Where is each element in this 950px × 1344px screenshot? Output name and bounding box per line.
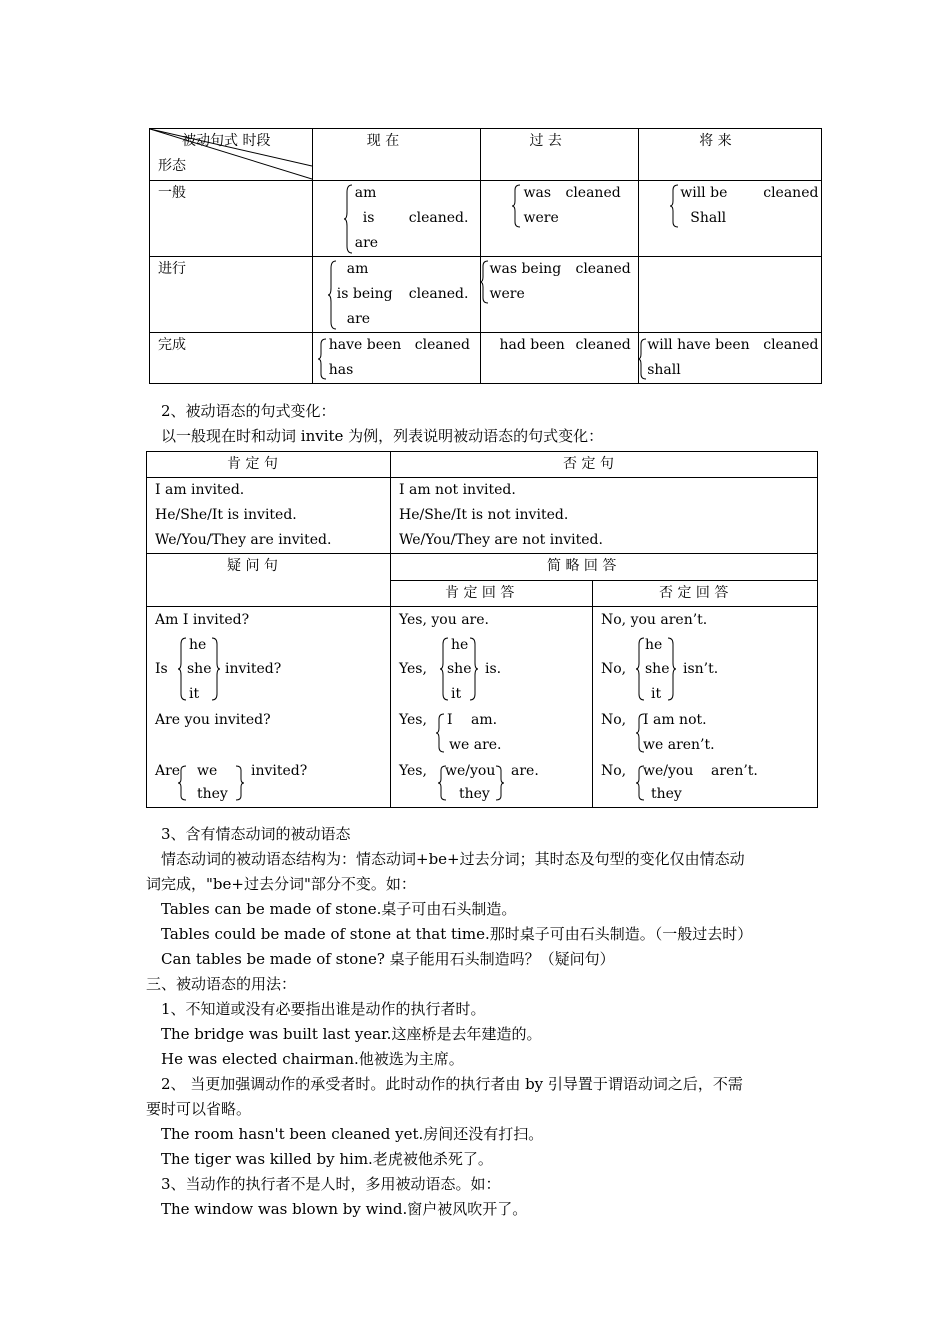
pronoun: it bbox=[451, 686, 462, 702]
brace-right-icon bbox=[495, 765, 505, 801]
row-label: 一般 bbox=[158, 185, 186, 201]
aux: was being bbox=[489, 261, 562, 277]
yes-pre: Yes, bbox=[399, 661, 427, 677]
progressive-present bbox=[312, 257, 481, 333]
negative-sentence: I am not invited. bbox=[399, 482, 516, 498]
example: The room hasn't been cleaned yet.房间还没有打扫。 bbox=[161, 1125, 544, 1143]
header-past bbox=[481, 129, 639, 181]
aux: are bbox=[354, 235, 379, 251]
pronoun: we/you bbox=[643, 763, 694, 779]
example: He was elected chairman.他被选为主席。 bbox=[161, 1050, 464, 1068]
verb: cleaned bbox=[414, 337, 470, 353]
yes-answer: Yes, you are. bbox=[399, 612, 489, 628]
verb: cleaned bbox=[575, 337, 631, 353]
paragraph: 要时可以省略。 bbox=[146, 1100, 252, 1118]
negative-sentence: We/You/They are not invited. bbox=[399, 532, 603, 548]
aux: will have been bbox=[647, 337, 750, 353]
brace-icon bbox=[177, 765, 187, 801]
short-answer-header-label: 简 略 回 答 bbox=[547, 558, 617, 574]
section-2-intro: 以一般现在时和动词 invite 为例，列表说明被动语态的句式变化： bbox=[161, 427, 604, 445]
pronoun: he bbox=[451, 637, 469, 653]
aux: were bbox=[523, 210, 559, 226]
no-answer: No, you aren’t. bbox=[601, 612, 708, 628]
pronoun: we aren’t. bbox=[643, 737, 715, 753]
brace-icon bbox=[327, 260, 337, 330]
yes-pre: Yes, bbox=[399, 712, 427, 728]
short-yes-cell bbox=[391, 607, 593, 808]
pronoun: I am not. bbox=[643, 712, 707, 728]
aux: has bbox=[328, 362, 354, 378]
brace-icon bbox=[343, 184, 353, 254]
section-2-title: 2、被动语态的句式变化： bbox=[161, 402, 336, 420]
simple-future bbox=[639, 181, 822, 257]
yes-post: are. bbox=[511, 763, 539, 779]
question: Am I invited? bbox=[155, 612, 250, 628]
section-heading: 三、被动语态的用法： bbox=[146, 975, 297, 993]
brace-icon bbox=[317, 338, 327, 380]
corner-top-label: 被动句式 时段 bbox=[182, 133, 271, 149]
aux: am bbox=[346, 261, 369, 277]
verb: cleaned. bbox=[408, 210, 469, 226]
pronoun: we bbox=[197, 763, 218, 779]
tense-table bbox=[149, 128, 822, 384]
simple-present bbox=[312, 181, 481, 257]
paragraph: 3、当动作的执行者不是人时，多用被动语态。如： bbox=[161, 1175, 501, 1193]
pronoun: he bbox=[645, 637, 663, 653]
negative-header bbox=[391, 452, 818, 478]
aux: am bbox=[354, 185, 377, 201]
question-post: invited? bbox=[251, 763, 308, 779]
progressive-future bbox=[639, 257, 822, 333]
pronoun: they bbox=[651, 786, 682, 802]
aux: were bbox=[489, 286, 525, 302]
affirmative-sentence: We/You/They are invited. bbox=[155, 532, 332, 548]
aux: are bbox=[346, 311, 371, 327]
question-pre: Are bbox=[155, 763, 181, 779]
brace-icon bbox=[511, 184, 521, 228]
short-no-header bbox=[593, 581, 818, 607]
pronoun: they bbox=[197, 786, 228, 802]
pronoun: it bbox=[651, 686, 662, 702]
affirmative-header bbox=[147, 452, 391, 478]
pronoun: she bbox=[645, 661, 670, 677]
verb: cleaned bbox=[565, 185, 621, 201]
paragraph: 2、 当更加强调动作的承受者时。此时动作的执行者由 by 引导置于谓语动词之后，不需 bbox=[161, 1075, 743, 1093]
brace-icon bbox=[177, 637, 187, 701]
question: Are you invited? bbox=[155, 712, 271, 728]
example: The window was blown by wind.窗户被风吹开了。 bbox=[161, 1200, 528, 1218]
example: The bridge was built last year.这座桥是去年建造的。 bbox=[161, 1025, 542, 1043]
affirmative-header-label: 肯 定 句 bbox=[227, 456, 278, 472]
perfect-future bbox=[639, 333, 822, 384]
header-future-label: 将 来 bbox=[699, 133, 732, 149]
row-label: 进行 bbox=[158, 261, 186, 277]
affirmative-sentence: He/She/It is invited. bbox=[155, 507, 297, 523]
aux: is bbox=[362, 210, 375, 226]
example: Tables could be made of stone at that time.那时桌子可由石头制造。（一般过去时） bbox=[161, 925, 753, 943]
short-yes-header-label: 肯 定 回 答 bbox=[445, 585, 515, 601]
row-label-progressive bbox=[150, 257, 313, 333]
header-future bbox=[639, 129, 822, 181]
verb: cleaned bbox=[763, 185, 819, 201]
aux: was bbox=[523, 185, 551, 201]
negative-header-label: 否 定 句 bbox=[563, 456, 614, 472]
pronoun: it bbox=[189, 686, 200, 702]
corner-cell bbox=[150, 129, 313, 181]
negative-sentence: He/She/It is not invited. bbox=[399, 507, 569, 523]
brace-icon bbox=[635, 637, 645, 701]
question-pre: Is bbox=[155, 661, 168, 677]
short-yes-header bbox=[391, 581, 593, 607]
question-post: invited? bbox=[225, 661, 282, 677]
brace-right-icon bbox=[469, 637, 479, 701]
header-present-label: 现 在 bbox=[366, 133, 400, 149]
pronoun: she bbox=[447, 661, 472, 677]
header-present bbox=[312, 129, 481, 181]
brace-right-icon bbox=[211, 637, 221, 701]
pronoun: we/you bbox=[445, 763, 496, 779]
no-pre: No, bbox=[601, 763, 627, 779]
affirmative-sentence: I am invited. bbox=[155, 482, 245, 498]
brace-right-icon bbox=[667, 637, 677, 701]
yes-post: am. bbox=[471, 712, 498, 728]
row-label-perfect bbox=[150, 333, 313, 384]
simple-past bbox=[481, 181, 639, 257]
brace-icon bbox=[435, 713, 445, 753]
paragraph: 情态动词的被动语态结构为：情态动词+be+过去分词；其时态及句型的变化仅由情态动 bbox=[161, 850, 745, 868]
no-post: isn’t. bbox=[683, 661, 719, 677]
questions-cell bbox=[147, 607, 391, 808]
sentence-forms-table bbox=[146, 451, 818, 808]
yes-post: is. bbox=[485, 661, 502, 677]
pronoun: we are. bbox=[449, 737, 502, 753]
aux: shall bbox=[647, 362, 681, 378]
negative-cell bbox=[391, 478, 818, 554]
pronoun: she bbox=[187, 661, 212, 677]
no-post: aren’t. bbox=[711, 763, 758, 779]
pronoun: I bbox=[447, 712, 453, 728]
example: The tiger was killed by him.老虎被他杀死了。 bbox=[161, 1150, 493, 1168]
paragraph: 1、不知道或没有必要指出谁是动作的执行者时。 bbox=[161, 1000, 486, 1018]
perfect-past bbox=[481, 333, 639, 384]
aux: Shall bbox=[690, 210, 727, 226]
progressive-past bbox=[481, 257, 639, 333]
affirmative-cell bbox=[147, 478, 391, 554]
aux: will be bbox=[680, 185, 728, 201]
pronoun: they bbox=[459, 786, 490, 802]
no-pre: No, bbox=[601, 661, 627, 677]
question-header bbox=[147, 554, 391, 607]
header-past-label: 过 去 bbox=[529, 133, 562, 149]
verb: cleaned bbox=[575, 261, 631, 277]
brace-icon bbox=[479, 260, 489, 304]
aux: had been bbox=[499, 337, 565, 353]
short-answer-header bbox=[391, 554, 818, 581]
question-header-label: 疑 问 句 bbox=[227, 558, 278, 574]
section-3-title: 3、含有情态动词的被动语态 bbox=[161, 825, 351, 843]
brace-icon bbox=[669, 184, 679, 228]
no-pre: No, bbox=[601, 712, 627, 728]
verb: cleaned. bbox=[408, 286, 469, 302]
row-label: 完成 bbox=[158, 337, 186, 353]
yes-pre: Yes, bbox=[399, 763, 427, 779]
verb: cleaned bbox=[763, 337, 819, 353]
row-label-simple bbox=[150, 181, 313, 257]
brace-icon bbox=[637, 338, 647, 380]
short-no-header-label: 否 定 回 答 bbox=[659, 585, 729, 601]
paragraph: 词完成，"be+过去分词"部分不变。如： bbox=[146, 875, 416, 893]
short-no-cell bbox=[593, 607, 818, 808]
aux: is being bbox=[336, 286, 393, 302]
example: Tables can be made of stone.桌子可由石头制造。 bbox=[161, 900, 517, 918]
perfect-present bbox=[312, 333, 481, 384]
pronoun: he bbox=[189, 637, 207, 653]
corner-bottom-label: 形态 bbox=[158, 158, 186, 174]
brace-right-icon bbox=[235, 765, 245, 801]
example: Can tables be made of stone? 桌子能用石头制造吗？（疑问句） bbox=[161, 950, 615, 968]
aux: have been bbox=[328, 337, 402, 353]
